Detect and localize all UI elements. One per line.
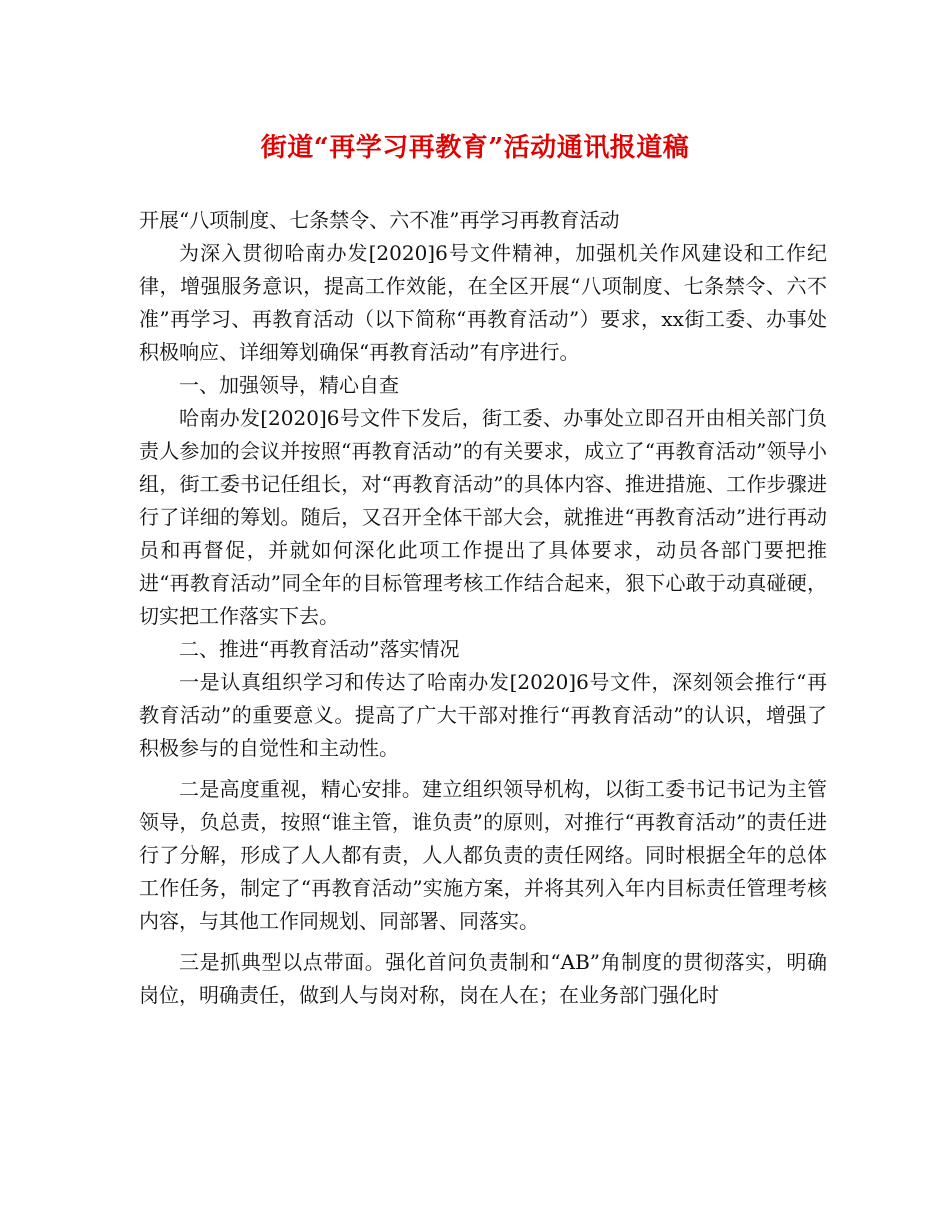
section-heading-2: 二、推进“再教育活动”落实情况 (179, 637, 460, 661)
paragraph-intro: 为深入贯彻哈南办发[2020]6号文件精神，加强机关作风建设和工作纪律，增强服务意识，提高工作效能，在全区开展“八项制度、七条禁令、六不准”再学习、再教育活动（以下简称“再教育活动”）要求，xx街工委、办事处积极响应、详细筹划确保“再教育活动”有序进行。 (139, 241, 827, 364)
document-title: 街道“再学习再教育”活动通讯报道稿 (260, 133, 690, 163)
paragraph-point-2: 二是高度重视，精心安排。建立组织领导机构，以街工委书记书记为主管领导，负总责，按照“谁主管，谁负责”的原则，对推行“再教育活动”的责任进行了分解，形成了人人都有责，人人都负责的责任网络。同时根据全年的总体工作任务，制定了“再教育活动”实施方案，并将其列入年内目标责任管理考核内容，与其他工作同规划、同部署、同落实。 (139, 777, 827, 933)
document-subtitle: 开展“八项制度、七条禁令、六不准”再学习再教育活动 (139, 208, 620, 232)
paragraph-leadership: 哈南办发[2020]6号文件下发后，街工委、办事处立即召开由相关部门负责人参加的会议并按照“再教育活动”的有关要求，成立了“再教育活动”领导小组，街工委书记任组长，对“再教育活动”的具体内容、推进措施、工作步骤进行了详细的筹划。随后，又召开全体干部大会，就推进“再教育活动”进行再动员和再督促，并就如何深化此项工作提出了具体要求，动员各部门要把推进“再教育活动”同全年的目标管理考核工作结合起来，狠下心敢于动真碰硬，切实把工作落实下去。 (139, 406, 827, 628)
paragraph-point-3: 三是抓典型以点带面。强化首问负责制和“AB”角制度的贯彻落实，明确岗位，明确责任，做到人与岗对称，岗在人在；在业务部门强化时 (139, 950, 827, 1007)
paragraph-point-1: 一是认真组织学习和传达了哈南办发[2020]6号文件，深刻领会推行“再教育活动”的重要意义。提高了广大干部对推行“再教育活动”的认识，增强了积极参与的自觉性和主动性。 (139, 670, 827, 760)
document-body (139, 204, 827, 1012)
section-heading-1: 一、加强领导，精心自查 (179, 373, 399, 397)
